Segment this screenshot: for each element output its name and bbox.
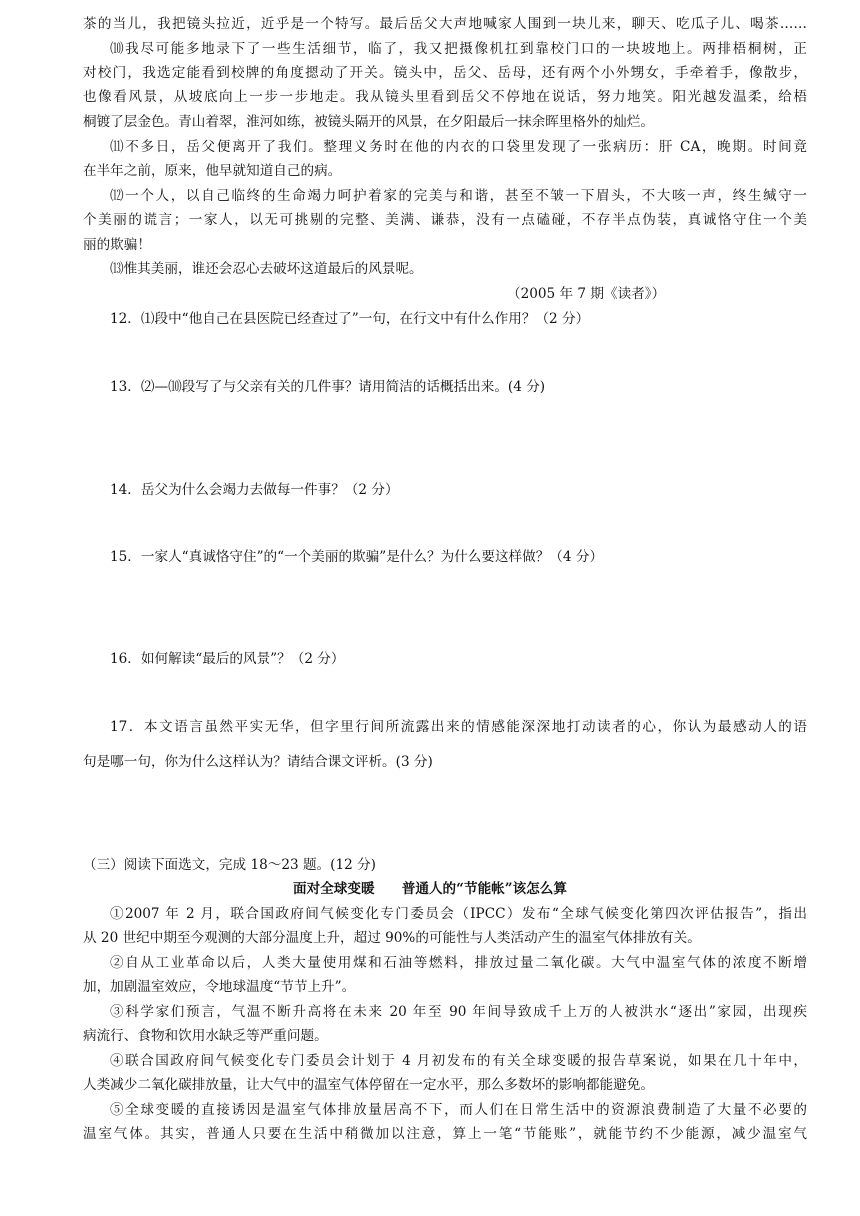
section3-title: 面对全球变暖 普通人的“节能帐”该怎么算 — [293, 881, 567, 897]
section3-p2-line-2: 加，加剧温室效应，令地球温度“节节上升”。 — [83, 979, 356, 995]
story-p9-tail: 茶的当儿，我把镜头拉近，近乎是一个特写。最后岳父大声地喊家人围到一块儿来，聊天、吃瓜子儿、喝茶…… — [83, 16, 807, 32]
section3-p3-line-1: ③科学家们预言，气温不断升高将在未来 20 年至 90 年间导致成千上万的人被洪水“逐出”家园，出现疾 — [110, 1004, 807, 1020]
question-17-line-1: 17．本文语言虽然平实无华，但字里行间所流露出来的情感能深深地打动读者的心，你认为最感动人的语 — [110, 719, 807, 735]
section3-p2-line-1: ②自从工业革命以后，人类大量使用煤和石油等燃料，排放过量二氧化碳。大气中温室气体的浓度不断增 — [110, 955, 807, 971]
section3-p5-line-1: ⑤全球变暖的直接诱因是温室气体排放量居高不下，而人们在日常生活中的资源浪费制造了大量不必要的 — [110, 1102, 807, 1118]
question-14: 14．岳父为什么会竭力去做每一件事？（2 分） — [110, 482, 399, 498]
story-p10-line-1: ⑽我尽可能多地录下了一些生活细节，临了，我又把摄像机扛到靠校门口的一块坡地上。两排梧桐树，正 — [110, 41, 807, 57]
story-p12-line-2: 个美丽的谎言；一家人，以无可挑剔的完整、美满、谦恭，没有一点磕碰，不存半点伪装，真诚恪守住一个美 — [83, 212, 807, 228]
story-p12-line-1: ⑿一个人，以自己临终的生命竭力呵护着家的完美与和谐，甚至不皱一下眉头，不大咳一声，终生缄守一 — [110, 188, 807, 204]
section3-p4-line-1: ④联合国政府间气候变化专门委员会计划于 4 月初发布的有关全球变暖的报告草案说，如果在几十年中， — [110, 1053, 807, 1069]
question-15: 15．一家人“真诚恪守住”的“一个美丽的欺骗”是什么？为什么要这样做？（4 分） — [110, 549, 604, 565]
section3-p1-line-1: ①2007 年 2 月，联合国政府间气候变化专门委员会（IPCC）发布“全球气候变化第四次评估报告”，指出 — [110, 906, 807, 922]
story-p10-line-3: 也像看风景，从坡底向上一步一步地走。我从镜头里看到岳父不停地在说话，努力地笑。阳光越发温柔，给梧 — [83, 89, 807, 105]
section3-p1-line-2: 从 20 世纪中期至今观测的大部分温度上升，超过 90%的可能性与人类活动产生的温室气体排放有关。 — [83, 930, 701, 946]
section3-p5-line-2: 温室气体。其实，普通人只要在生活中稍微加以注意，算上一笔“节能账”，就能节约不少能源，减少温室气 — [83, 1126, 807, 1142]
story-p10-line-4: 桐镀了层金色。青山着翠，淮河如练，被镜头隔开的风景，在夕阳最后一抹余晖里格外的灿烂。 — [83, 114, 654, 130]
story-p12-line-3: 丽的欺骗！ — [83, 237, 151, 253]
section3-p3-line-2: 病流行、食物和饮用水缺乏等严重问题。 — [83, 1028, 328, 1044]
story-p10-line-2: 对校门，我选定能看到校牌的角度摁动了开关。镜头中，岳父、岳母，还有两个小外甥女，手牵着手，像散步， — [83, 65, 807, 81]
question-13: 13．⑵—⑽段写了与父亲有关的几件事？请用简洁的话概括出来。(4 分) — [110, 379, 546, 395]
question-16: 16．如何解读“最后的风景”？（2 分） — [110, 651, 345, 667]
story-p11-line-2: 在半年之前，原来，他早就知道自己的病。 — [83, 163, 342, 179]
question-12: 12．⑴段中“他自己在县医院已经查过了”一句，在行文中有什么作用？（2 分） — [110, 311, 590, 327]
section3-heading: （三）阅读下面选文，完成 18～23 题。(12 分) — [83, 857, 376, 873]
section3-p4-line-2: 人类减少二氧化碳排放量，让大气中的温室气体停留在一定水平，那么多数坏的影响都能避免。 — [83, 1077, 654, 1093]
story-p13: ⒀惟其美丽，谁还会忍心去破坏这道最后的风景呢。 — [110, 261, 423, 277]
story-source: （2005 年 7 期《读者》） — [507, 286, 666, 302]
story-p11-line-1: ⑾不多日，岳父便离开了我们。整理义务时在他的内衣的口袋里发现了一张病历：肝 CA，晚期。时间竟 — [110, 139, 807, 155]
question-17-line-2: 句是哪一句，你为什么这样认为？请结合课文评析。(3 分) — [83, 754, 433, 770]
